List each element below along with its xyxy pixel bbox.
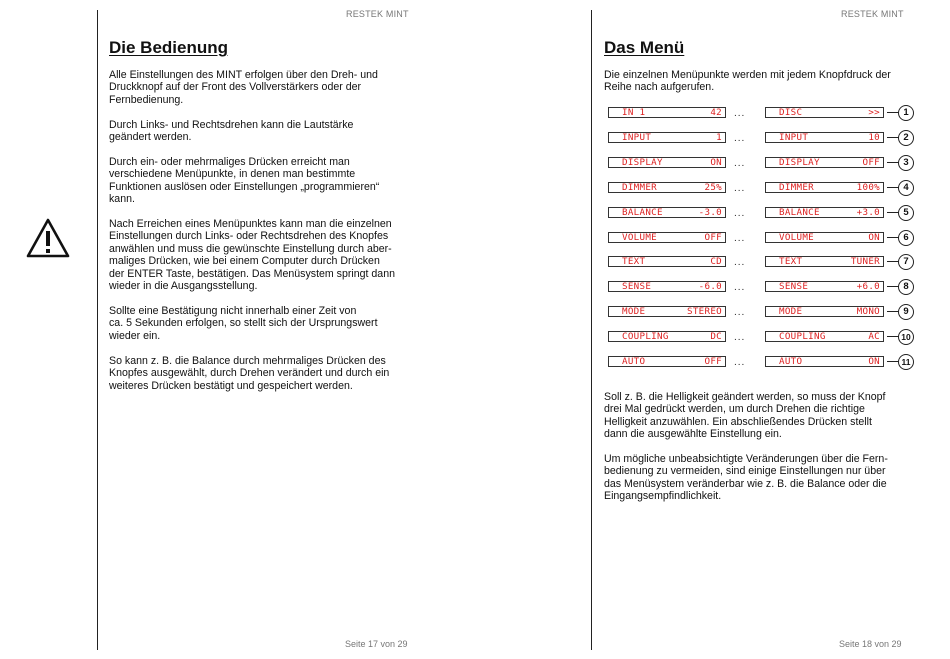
- right-paragraph-2: Um mögliche unbeabsichtigte Veränderungen über die Fern- bedienung zu vermeiden, sind einige Einstellungen nur über das Menüsystem veränderbar wie z. B. die Balance oder die Eingangsempfindlichkeit.: [604, 453, 888, 503]
- lcd-value: OFF: [704, 232, 722, 243]
- row-number-badge: 6: [898, 230, 914, 246]
- left-page-footer: Seite 17 von 29: [345, 639, 408, 649]
- lcd-display-right: [765, 281, 884, 292]
- left-page-header: RESTEK MINT: [346, 9, 409, 19]
- lcd-display-left: [608, 232, 726, 243]
- lcd-display-right: [765, 182, 884, 193]
- lcd-label: DISPLAY: [779, 157, 820, 168]
- lcd-display-left: [608, 331, 726, 342]
- row-number-badge: 5: [898, 205, 914, 221]
- row-number-badge: 10: [898, 329, 914, 345]
- lcd-value: -3.0: [698, 207, 722, 218]
- lcd-value: ON: [868, 232, 880, 243]
- lcd-value: ON: [710, 157, 722, 168]
- row-number-badge: 8: [898, 279, 914, 295]
- lcd-display-left: [608, 107, 726, 118]
- lcd-display-left: [608, 207, 726, 218]
- lcd-label: BALANCE: [779, 207, 820, 218]
- row-separator: ...: [734, 208, 746, 219]
- lcd-label: SENSE: [779, 281, 809, 292]
- lcd-value: ON: [868, 356, 880, 367]
- row-separator: ...: [734, 307, 746, 318]
- lcd-display-left: [608, 281, 726, 292]
- lcd-value: 100%: [856, 182, 880, 193]
- row-separator: ...: [734, 233, 746, 244]
- row-number-badge: 7: [898, 254, 914, 270]
- lcd-display-left: [608, 182, 726, 193]
- lcd-display-right: [765, 331, 884, 342]
- lcd-label: INPUT: [779, 132, 809, 143]
- lcd-value: TUNER: [850, 256, 880, 267]
- lcd-label: AUTO: [622, 356, 646, 367]
- lcd-value: -6.0: [698, 281, 722, 292]
- left-paragraph-2: Durch Links- und Rechtsdrehen kann die Lautstärke geändert werden.: [109, 119, 354, 144]
- lcd-label: TEXT: [622, 256, 646, 267]
- lcd-value: STEREO: [687, 306, 722, 317]
- lcd-value: 10: [868, 132, 880, 143]
- lcd-display-right: [765, 132, 884, 143]
- lcd-value: OFF: [862, 157, 880, 168]
- left-page-title: Die Bedienung: [109, 38, 229, 57]
- warning-triangle-icon: [26, 218, 70, 263]
- lcd-label: VOLUME: [779, 232, 814, 243]
- lcd-label: SENSE: [622, 281, 652, 292]
- row-separator: ...: [734, 133, 746, 144]
- lcd-value: DC: [710, 331, 722, 342]
- lcd-display-right: [765, 107, 884, 118]
- lcd-value: OFF: [704, 356, 722, 367]
- lcd-label: DISC: [779, 107, 803, 118]
- row-number-badge: 1: [898, 105, 914, 121]
- row-number-badge: 11: [898, 354, 914, 370]
- right-page: [475, 0, 950, 659]
- left-paragraph-3: Durch ein- oder mehrmaliges Drücken erreicht man verschiedene Menüpunkte, in denen man bestimmte Funktionen auslösen oder Einstellungen „programmieren“ kann.: [109, 156, 380, 206]
- row-separator: ...: [734, 357, 746, 368]
- lcd-display-right: [765, 356, 884, 367]
- lcd-label: INPUT: [622, 132, 652, 143]
- right-intro: Die einzelnen Menüpunkte werden mit jedem Knopfdruck der Reihe nach aufgerufen.: [604, 69, 891, 94]
- lcd-value: 42: [710, 107, 722, 118]
- lcd-label: DISPLAY: [622, 157, 663, 168]
- lcd-label: COUPLING: [779, 331, 826, 342]
- row-separator: ...: [734, 332, 746, 343]
- right-margin-rule: [591, 10, 592, 650]
- lcd-display-left: [608, 132, 726, 143]
- right-paragraph-1: Soll z. B. die Helligkeit geändert werden, so muss der Knopf drei Mal gedrückt werden, um durch Drehen die richtige Helligkeit anzuwählen. Ein abschließendes Drücken stellt dann die ausgewählte Einstellung ein.: [604, 391, 886, 441]
- lcd-label: COUPLING: [622, 331, 669, 342]
- lcd-value: 25%: [704, 182, 722, 193]
- lcd-label: BALANCE: [622, 207, 663, 218]
- lcd-label: MODE: [779, 306, 803, 317]
- lcd-label: IN 1: [622, 107, 646, 118]
- lcd-label: TEXT: [779, 256, 803, 267]
- lcd-display-right: [765, 207, 884, 218]
- row-separator: ...: [734, 282, 746, 293]
- row-separator: ...: [734, 158, 746, 169]
- row-number-badge: 2: [898, 130, 914, 146]
- right-page-title: Das Menü: [604, 38, 685, 57]
- row-number-badge: 3: [898, 155, 914, 171]
- right-page-footer: Seite 18 von 29: [839, 639, 902, 649]
- lcd-label: VOLUME: [622, 232, 657, 243]
- lcd-value: CD: [710, 256, 722, 267]
- row-separator: ...: [734, 108, 746, 119]
- left-paragraph-4: Nach Erreichen eines Menüpunktes kann man die einzelnen Einstellungen durch Links- oder Rechtsdrehen des Knopfes anwählen und muss die gewünschte Einstellung durch aber- maliges Drücken, wie bei einem Computer durch Drücken der ENTER Taste, bestätigen. Das Menüsystem springt dann wieder in die Ausgangsstellung.: [109, 218, 395, 293]
- left-paragraph-5: Sollte eine Bestätigung nicht innerhalb einer Zeit von ca. 5 Sekunden erfolgen, so stellt sich der Ursprungswert wieder ein.: [109, 305, 378, 342]
- lcd-value: MONO: [856, 306, 880, 317]
- left-paragraph-1: Alle Einstellungen des MINT erfolgen über den Dreh- und Druckknopf auf der Front des Vollverstärkers oder der Fernbedienung.: [109, 69, 378, 106]
- row-number-badge: 4: [898, 180, 914, 196]
- lcd-label: DIMMER: [779, 182, 814, 193]
- lcd-value: 1: [716, 132, 722, 143]
- lcd-value: +3.0: [856, 207, 880, 218]
- row-separator: ...: [734, 183, 746, 194]
- left-margin-rule: [97, 10, 98, 650]
- lcd-display-left: [608, 306, 726, 317]
- lcd-value: >>: [868, 107, 880, 118]
- lcd-display-right: [765, 157, 884, 168]
- lcd-label: DIMMER: [622, 182, 657, 193]
- lcd-value: AC: [868, 331, 880, 342]
- row-number-badge: 9: [898, 304, 914, 320]
- lcd-display-right: [765, 232, 884, 243]
- lcd-display-right: [765, 306, 884, 317]
- lcd-display-right: [765, 256, 884, 267]
- lcd-display-left: [608, 356, 726, 367]
- lcd-label: AUTO: [779, 356, 803, 367]
- lcd-display-left: [608, 256, 726, 267]
- lcd-value: +6.0: [856, 281, 880, 292]
- lcd-label: MODE: [622, 306, 646, 317]
- right-page-header: RESTEK MINT: [841, 9, 904, 19]
- lcd-display-left: [608, 157, 726, 168]
- left-paragraph-6: So kann z. B. die Balance durch mehrmaliges Drücken des Knopfes ausgewählt, durch Drehen verändert und durch ein weiteres Drücken bestätigt und gespeichert werden.: [109, 355, 390, 392]
- row-separator: ...: [734, 257, 746, 268]
